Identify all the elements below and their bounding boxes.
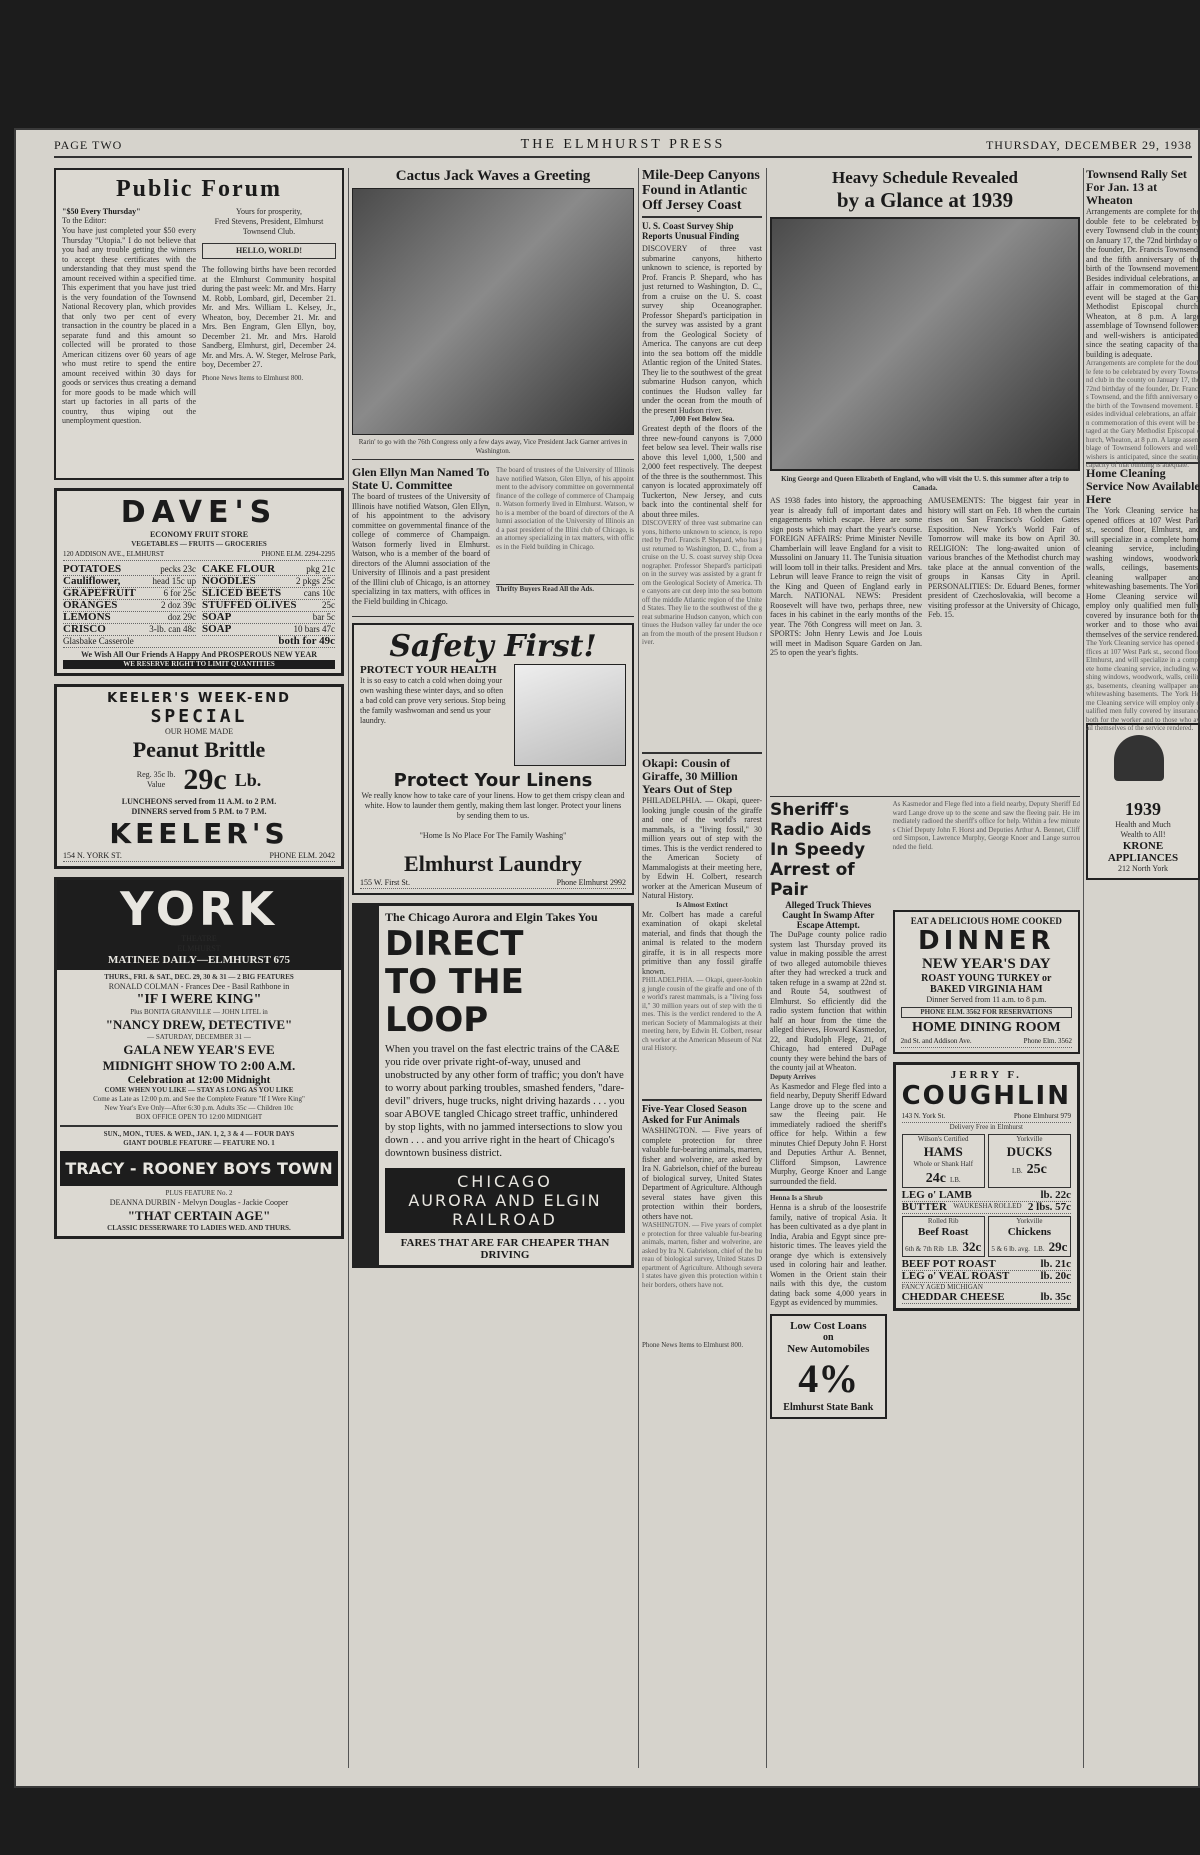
canyons-body-cont: DISCOVERY of three vast submarine canyons, hitherto unknown to science, is reported by Prof. Francis P. Shepard, who has just returned to Washington, D. C., from a cruise on the U. S. coast survey ship Oceanographer. Professor Shepard's participation in the survey was assisted by a grant from the Geological Society of America. The canyons are cut deep into the sea bottom off the middle Atlantic region of the United States. They lie to the southwest of the great submarine Hudson canyon, which continues the Hudson valley far under the ocean from the mouth of the present Hudson river. bbox=[642, 519, 762, 646]
column-1 bbox=[54, 168, 344, 1768]
keeler-value: Value bbox=[146, 780, 166, 789]
column-3 bbox=[642, 168, 762, 1768]
bank-l1: Low Cost Loans bbox=[790, 1319, 867, 1332]
cheese-price: lb. 35c bbox=[1040, 1291, 1071, 1303]
thrifty-note: Thrifty Buyers Read All the Ads. bbox=[496, 584, 634, 594]
coughlin-last: COUGHLIN bbox=[901, 1081, 1071, 1111]
veal-name: LEG o' VEAL ROAST bbox=[901, 1270, 1010, 1282]
laundry-quote: "Home Is No Place For The Family Washing" bbox=[419, 831, 567, 840]
york-film2: "NANCY DREW, DETECTIVE" bbox=[105, 1017, 293, 1032]
keeler-unit: Lb. bbox=[234, 769, 262, 790]
letter-greeting: To the Editor: bbox=[62, 216, 107, 225]
season-footer: Phone News Items to Elmhurst 800. bbox=[642, 1341, 744, 1349]
column-5 bbox=[1086, 168, 1200, 1768]
grocery-item-price: bar 5c bbox=[312, 612, 335, 622]
canyons-sub2: 7,000 Feet Below Sea. bbox=[669, 415, 735, 423]
season-title: Five-Year Closed Season Asked for Fur Animals bbox=[642, 1104, 747, 1126]
grocery-item-price: 25c bbox=[322, 600, 335, 610]
okapi-body-cont: PHILADELPHIA. — Okapi, queer-looking jungle cousin of the giraffe and one of the world's rarest mammals, is a "living fossil," 30 million years out of step with the times. This is the verdict rendered to the American Society of Mammalogists at their meeting here, by Edwin H. Colbert, research worker at the American Museum of Natural History. bbox=[642, 976, 762, 1052]
daves-reserve: WE RESERVE RIGHT TO LIMIT QUANTITIES bbox=[63, 660, 335, 669]
schedule-body: AS 1938 fades into history, the approaching year is already full of important dates and engagements which escape. Here are some sign posts which may chart the year's course. FOREIGN AFFAIRS: Prime Minister Neville Chamberlain will leave England for a visit to Mussolini on January 11. The Tunisia situation will loom toll in their talks. President and Mrs. Lebrun will leave France to reign the visit of the King and Queen of England early in March. NATIONAL NEWS: President Roosevelt will have two, perhaps three, new faces in his cabinet in the early months of the year. The 76th Congress will meet on Jan. 3. SPORTS: John Henry Lewis and Joe Louis will meet in Madison Square Garden on Jan. 25 to open the year's fights. bbox=[770, 496, 922, 657]
grocery-item-price: 3-lb. can 48c bbox=[149, 624, 196, 634]
krone-address: 212 North York bbox=[1117, 864, 1168, 873]
coughlin-delivery: Delivery Free in Elmhurst bbox=[949, 1123, 1023, 1131]
daves-sub2: VEGETABLES — FRUITS — GROCERIES bbox=[131, 540, 267, 548]
townsend-body-cont: Arrangements are complete for the double fete to be celebrated by every Townsend club in the county on January 17, the 72nd birthday of the founder, Dr. Francis Townsend, and the fifth anniversary of the birth of the Townsend movement. Besides individual celebrations, an affair in commemoration of this event will be staged at the Gary Methodist Episcopal church, Wheaton, at 8 p.m. A large assemblage of Townsend followers and well-wishers is anticipated, since the seating capacity of that building is adequate. bbox=[1086, 359, 1200, 469]
keeler-name: KEELER'S bbox=[109, 817, 289, 850]
grocery-item-name: LEMONS bbox=[63, 611, 111, 623]
bell-illustration bbox=[1094, 729, 1192, 799]
york-theatre-ad bbox=[54, 877, 344, 1239]
schedule-caption: King George and Queen Elizabeth of England, who will visit the U. S. this summer after a trip to Canada. bbox=[781, 475, 1069, 492]
daves-name: DAVE'S bbox=[120, 495, 278, 530]
york-plus: PLUS FEATURE No. 2 bbox=[165, 1189, 233, 1197]
butter-name: BUTTER bbox=[901, 1201, 947, 1213]
glen-body: The board of trustees of the University of Illinois have notified Watson, Glen Ellyn, of his appointment to the advisory committee on governmental finance of the college of commerce of Champaign. Watson formerly lived in Elmhurst. Watson, who is a member of the board of directors of the Alumni association of the University of Illinois and a past president of the Illini club of Chicago, is an attorney specializing in tax matters, with offices in the Field building in Chicago. bbox=[352, 492, 490, 606]
laundry-name: Elmhurst Laundry bbox=[404, 851, 582, 876]
york-dates: THURS., FRI. & SAT., DEC. 29, 30 & 31 — 2 BIG FEATURES bbox=[104, 973, 294, 981]
cae-fares: FARES THAT ARE FAR CHEAPER THAN DRIVING bbox=[400, 1237, 610, 1261]
ducks-name: DUCKS bbox=[1006, 1144, 1053, 1159]
keeler-lunch: LUNCHEONS served from 11 A.M. to 2 P.M. bbox=[121, 797, 277, 806]
sheriff-body2: As Kasmedor and Flege fled into a field nearby, Deputy Sheriff Edward Lange drove up to the scene and saw the fleeing pair. He immediately radioed the sheriff's office for help. Within a few minutes Chief Deputy John F. Horst and Deputies Arthur A. Bennet, Clifford Simpson, Lawrence Murphy, George Knoer and Lange surrounded the field. bbox=[770, 1081, 887, 1186]
york-prices: New Year's Eve Only—After 6:30 p.m. Adults 35c — Children 10c bbox=[104, 1104, 294, 1112]
canyons-body2: Greatest depth of the floors of the three new-found canyons is 7,000 feet below sea level. Their walls rise above this level 1,000, 1,500 and 2,000 feet respectively. The deepest of the three is the southernmost. This canyon is located approximately off Tuckerton, New Jersey, and cuts back into the continental shelf for about three miles. bbox=[642, 424, 762, 519]
grocery-item-price: doz 29c bbox=[167, 612, 196, 622]
keeler-dinner: DINNERS served from 5 P.M. to 7 P.M. bbox=[131, 807, 267, 816]
laundry-body2: We really know how to take care of your linens. How to get them crispy clean and white. How to launder them gently, making them last longer. Protect your linens by sending them to us. bbox=[361, 791, 625, 820]
coughlin-ad bbox=[893, 1062, 1080, 1311]
daves-sub: ECONOMY FRUIT STORE bbox=[149, 530, 249, 539]
keeler-price: 29c bbox=[183, 763, 227, 796]
okapi-body: PHILADELPHIA. — Okapi, queer-looking jungle cousin of the giraffe and one of the world's rarest mammals, is a "living fossil," 30 million years out of step with the times. This is the verdict rendered to the American Society of Mammalogists at their meeting here, by Edwin H. Colbert, research worker at the American Museum of Natural History. bbox=[642, 796, 762, 900]
dinner-day: NEW YEAR'S DAY bbox=[921, 956, 1051, 972]
bank-l2: on bbox=[823, 1331, 834, 1343]
laundry-phone: Phone Elmhurst 2992 bbox=[556, 878, 626, 887]
daves-phone: PHONE ELM. 2294-2295 bbox=[261, 550, 335, 558]
york-late: Come as Late as 12:00 p.m. and See the Complete Feature "If I Were King" bbox=[93, 1095, 305, 1103]
chick-name: Chickens bbox=[1007, 1226, 1052, 1238]
hams-unit: LB. bbox=[949, 1176, 961, 1184]
krone-name: KRONE APPLIANCES bbox=[1107, 840, 1179, 864]
garner-photo bbox=[352, 188, 634, 435]
dinner-served: Dinner Served from 11 a.m. to 8 p.m. bbox=[926, 995, 1047, 1004]
hams-note: Whole or Shank Half bbox=[913, 1160, 974, 1168]
york-cast4: DEANNA DURBIN - Melvyn Douglas - Jackie Cooper bbox=[109, 1198, 289, 1207]
chick-note: 5 & 6 lb. avg. bbox=[991, 1245, 1030, 1253]
cae-railroad-ad bbox=[352, 903, 634, 1268]
schedule-title1: Heavy Schedule Revealed bbox=[831, 168, 1019, 187]
ducks-price: 25c bbox=[1026, 1162, 1047, 1177]
grocery-item-name: SLICED BEETS bbox=[202, 587, 282, 599]
beef-label: Rolled Rib bbox=[927, 1217, 959, 1225]
york-film1: "IF I WERE KING" bbox=[136, 992, 262, 1007]
schedule-title2: by a Glance at 1939 bbox=[836, 188, 1014, 212]
hams-name: HAMS bbox=[923, 1144, 963, 1159]
glasbake-label: Glasbake Casserole bbox=[63, 636, 134, 646]
cae-direct: DIRECT bbox=[385, 924, 524, 964]
forum-title: Public Forum bbox=[116, 176, 282, 202]
laundry-linens: Protect Your Linens bbox=[393, 770, 593, 791]
glen-title: Glen Ellyn Man Named To State U. Committee bbox=[352, 465, 490, 492]
grocery-item-price: pecks 23c bbox=[160, 564, 196, 574]
dinner-ad bbox=[893, 910, 1080, 1054]
masthead bbox=[54, 136, 1192, 158]
york-sat: — SATURDAY, DECEMBER 31 — bbox=[147, 1033, 251, 1041]
lamb-price: lb. 22c bbox=[1040, 1189, 1071, 1201]
cae-body: When you travel on the fast electric trains of the CA&E you ride over private right-of-way, unused and unobstructed by any other form of traffic; you don't have to worry about parking troubles, smashed fenders, "dare-devil" drivers, huge trucks, night driving hazards . . . you soar ABOVE tangled Chicago street traffic, unhindered by stop lights, with no jammed intersections to slow you down . . . and you arrive right in the heart of Chicago's downtown business district. bbox=[385, 1044, 625, 1159]
pot-price: lb. 21c bbox=[1040, 1258, 1071, 1270]
daves-items-left bbox=[63, 564, 196, 636]
beef-unit: LB. bbox=[947, 1245, 959, 1253]
chick-price: 29c bbox=[1048, 1239, 1068, 1254]
york-box: BOX OFFICE OPEN TO 12:00 MIDNIGHT bbox=[135, 1113, 263, 1121]
dinner-eat: EAT A DELICIOUS HOME COOKED bbox=[910, 916, 1062, 926]
glen-body-cont: The board of trustees of the University of Illinois have notified Watson, Glen Ellyn, of his appointment to the advisory committee on governmental finance of the college of commerce of Champaign. Watson formerly lived in Elmhurst. Watson, who is a member of the board of directors of the Alumni association of the University of Illinois and a past president of the Illini club of Chicago, is an attorney specializing in tax matters, with offices in the Field building in Chicago. bbox=[496, 466, 634, 551]
woman-illustration bbox=[514, 664, 626, 766]
york-matinee: MATINEE DAILY—ELMHURST 675 bbox=[108, 954, 290, 966]
letter-title: "$50 Every Thursday" bbox=[62, 207, 141, 216]
bank-ad bbox=[770, 1314, 887, 1419]
paper-name: THE ELMHURST PRESS bbox=[520, 137, 726, 152]
canyons-title: Mile-Deep Canyons Found in Atlantic Off Jersey Coast bbox=[642, 168, 760, 213]
krone-l2: Wealth to All! bbox=[1120, 830, 1166, 839]
grocery-item bbox=[63, 624, 196, 636]
cactus-caption: Rarin' to go with the 76th Congress only a few days away, Vice President Jack Garner arrives in Washington. bbox=[358, 438, 628, 455]
grocery-item-name: Cauliflower, bbox=[63, 575, 121, 587]
dinner-phone: PHONE ELM. 3562 FOR RESERVATIONS bbox=[901, 1007, 1072, 1018]
coughlin-phone: Phone Elmhurst 979 bbox=[1013, 1112, 1071, 1120]
sheriff-sub2: Deputy Arrives bbox=[770, 1072, 816, 1081]
season-body-cont: WASHINGTON. — Five years of complete protection for three valuable fur-bearing animals, marten, fisher and wolverine, are asked by Ira N. Gabrielson, chief of the bureau of biological survey, United States Department of Agriculture. Although several states have given this protection within their borders, others have not. bbox=[642, 1221, 762, 1289]
grocery-item-name: POTATOES bbox=[63, 563, 122, 575]
season-body: WASHINGTON. — Five years of complete protection for three valuable fur-bearing animals, marten, fisher and wolverine, are asked by Ira N. Gabrielson, chief of the bureau of biological survey, United States Department of Agriculture. Although several states have given this protection within their borders, others have not. bbox=[642, 1126, 763, 1221]
sheriff-title: Sheriff's Radio Aids In Speedy Arrest of Pair bbox=[770, 800, 872, 900]
townsend-title: Townsend Rally Set For Jan. 13 at Wheaton bbox=[1086, 167, 1187, 207]
sheriff-body: The DuPage county police radio system last Thursday proved its value in making possible the arrest of two alleged automobile thieves after they had wrecked a truck and taken refuge in a swamp at 22nd st. and Route 54, southwest of Elmhurst. So efficiently did the radio system function that within half an hour from the time the alleged thieves, Howard Kasmedor, 22, and Rudolph Flege, 21, of Chicago, had entered DuPage county they were behind the bars of the county jail at Wheaton. bbox=[770, 930, 887, 1072]
sheriff-body-cont: As Kasmedor and Flege fled into a field nearby, Deputy Sheriff Edward Lange drove up to the scene and saw the fleeing pair. He immediately radioed the sheriff's office for help. Within a few minutes Chief Deputy John F. Horst and Deputies Arthur A. Bennet, Clifford Simpson, Lawrence Murphy, George Knoer and Lange surrounded the field. bbox=[892, 800, 1080, 851]
veal-price: lb. 20c bbox=[1040, 1270, 1071, 1282]
letter-signer: Fred Stevens, President, Elmhurst Townsend Club. bbox=[214, 217, 324, 236]
grocery-item-name: STUFFED OLIVES bbox=[202, 599, 297, 611]
canyons-sub: U. S. Coast Survey Ship Reports Unusual Finding bbox=[642, 221, 740, 241]
grocery-item-price: 2 doz 39c bbox=[161, 600, 196, 610]
daves-address: 120 ADDISON AVE., ELMHURST bbox=[63, 550, 165, 558]
dinner-address: 2nd St. and Addison Ave. bbox=[900, 1037, 972, 1045]
public-forum bbox=[54, 168, 344, 480]
bank-name: Elmhurst State Bank bbox=[783, 1401, 874, 1413]
keeler-reg: Reg. 35c lb. bbox=[136, 770, 176, 779]
hello-world-body: The following births have been recorded at the Elmhurst Community hospital during the past week: Mr. and Mrs. Harry M. Robb, Lombard, girl, December 21. Mr. and Mrs. William L. Kelsey, Jr., Wheaton, boy, December 21. Mr. and Mrs. Ben Engram, Glen Ellyn, boy, December 21. Mr. and Mrs. Harold Sandberg, Elmhurst, girl, December 24. Mr. and Mrs. A. W. Steger, Melrose Park, boy, December 27. bbox=[202, 265, 336, 369]
sheriff-sub: Alleged Truck Thieves Caught In Swamp After Escape Attempt. bbox=[782, 900, 875, 930]
ducks-unit: LB. bbox=[1011, 1167, 1023, 1175]
hello-world-title: HELLO, WORLD! bbox=[202, 243, 336, 259]
schedule-story bbox=[770, 168, 1080, 213]
keeler-head: KEELER'S WEEK-END bbox=[107, 691, 291, 706]
keeler-address: 154 N. YORK ST. bbox=[63, 851, 122, 860]
ducks-label: Yorkville bbox=[1016, 1135, 1043, 1143]
york-theatre: THEATRE bbox=[181, 934, 217, 943]
cae-name2: AURORA AND ELGIN bbox=[408, 1191, 602, 1210]
grocery-item-name: GRAPEFRUIT bbox=[63, 587, 136, 599]
issue-date: THURSDAY, DECEMBER 29, 1938 bbox=[985, 138, 1192, 152]
newspaper-page bbox=[14, 128, 1200, 1788]
keelers-ad bbox=[54, 684, 344, 869]
canyons-body: DISCOVERY of three vast submarine canyons, hitherto unknown to science, is reported by Prof. Francis P. Shepard, who has just returned to Washington, D. C., from a cruise on the U. S. coast survey ship Oceanographer. Professor Shepard's participation in the survey was assisted by a grant from the Geological Society of America. The canyons are cut deep into the sea bottom off the middle Atlantic region of the United States. They lie to the southwest of the great submarine Hudson canyon, which continues the Hudson valley far under the ocean from the mouth of the present Hudson river. bbox=[642, 244, 762, 415]
grocery-item-price: cans 10c bbox=[303, 588, 335, 598]
dinner-roast: ROAST YOUNG TURKEY or bbox=[921, 973, 1052, 984]
cae-intro: The Chicago Aurora and Elgin Takes You bbox=[385, 910, 598, 924]
grocery-item-price: pkg 21c bbox=[306, 564, 335, 574]
york-film4: "THAT CERTAIN AGE" bbox=[127, 1208, 271, 1223]
cleaning-title: Home Cleaning Service Now Available Here bbox=[1086, 466, 1200, 506]
beef-note: 6th & 7th Rib bbox=[905, 1245, 944, 1253]
laundry-ad bbox=[352, 623, 634, 895]
bank-rate: 4% bbox=[798, 1355, 859, 1401]
grocery-item-name: ORANGES bbox=[63, 599, 118, 611]
cae-logo bbox=[385, 1168, 625, 1233]
schedule-body2: AMUSEMENTS: The biggest fair year in history will start on Feb. 18 when the curtain rises on San Francisco's Golden Gates Exposition. New York's World Fair of Tomorrow will make its bow on April 30. RELIGION: The long-awaited union of various branches of the Methodist church may take place at the annual convention of the groups in Kansas City in April. PERSONALITIES: Dr. Eduard Benes, former president of Czechoslovakia, will become a visiting professor at the University of Chicago, Feb. 15. bbox=[928, 496, 1080, 619]
york-cast2: Plus BONITA GRANVILLE — JOHN LITEL in bbox=[130, 1008, 268, 1016]
krone-l1: Health and Much bbox=[1115, 820, 1171, 829]
henna-title: Henna Is a Shrub bbox=[770, 1194, 823, 1202]
cleaning-body: The York Cleaning service has opened offices at 107 West Park st., second floor, Elmhurst, and will specialize in a complete home cleaning service, including washing windows, woodwork, walls, ceilings, basements, cleaning wallpaper and whitewashing basements. The York Home Cleaning service will employ only qualified men fully covered by insurance both for the worker and to those who avail themselves of the service rendered. bbox=[1086, 506, 1200, 639]
laundry-safety: Safety First! bbox=[389, 629, 597, 664]
york-city: ELMHURST bbox=[177, 944, 221, 953]
townsend-body: Arrangements are complete for the double fete to be celebrated by every Townsend club in the county on January 17, the 72nd birthday of the founder, Dr. Francis Townsend, and the fifth anniversary of the birth of the Townsend movement. Besides individual celebrations, an affair in commemoration of this event will be staged at the Gary Methodist Episcopal church, Wheaton, at 8 p.m. A large assemblage of Townsend followers and well-wishers is anticipated, since the seating capacity of that building is adequate. bbox=[1086, 207, 1200, 359]
hello-footer: Phone News Items to Elmhurst 800. bbox=[202, 373, 304, 382]
cae-name3: RAILROAD bbox=[452, 1210, 558, 1229]
york-film3: TRACY - ROONEY BOYS TOWN bbox=[60, 1151, 338, 1186]
cleaning-body-cont: The York Cleaning service has opened offices at 107 West Park st., second floor, Elmhurst, and will specialize in a complete home cleaning service, including washing windows, woodwork, walls, ceilings, basements, cleaning wallpaper and whitewashing basements. The York Home Cleaning service will employ only qualified men fully covered by insurance both for the worker and to those who avail themselves of the service rendered. bbox=[1086, 639, 1200, 732]
york-come: COME WHEN YOU LIKE — STAY AS LONG AS YOU LIKE bbox=[104, 1086, 294, 1094]
daves-items-right bbox=[202, 564, 335, 636]
cheese-name: CHEDDAR CHEESE bbox=[901, 1291, 1005, 1303]
beef-price: 32c bbox=[962, 1239, 982, 1254]
grocery-item-name: CRISCO bbox=[63, 623, 106, 635]
keeler-phone: PHONE ELM. 2042 bbox=[269, 851, 335, 860]
daves-ad bbox=[54, 488, 344, 676]
chick-unit: LB. bbox=[1033, 1245, 1045, 1253]
york-celebration: Celebration at 12:00 Midnight bbox=[127, 1074, 271, 1086]
dinner-name: HOME DINING ROOM bbox=[912, 1020, 1061, 1035]
daves-greeting: We Wish All Our Friends A Happy And PROSPEROUS NEW YEAR bbox=[80, 650, 318, 659]
letter-signoff: Yours for prosperity, bbox=[236, 207, 302, 216]
laundry-body1: It is so easy to catch a cold when doing your own washing these winter days, and so often a bad cold can prove very serious. Stop being the family washwoman and send us your laundry. bbox=[360, 676, 506, 725]
beef-name: Beef Roast bbox=[917, 1226, 969, 1238]
keeler-item: Peanut Brittle bbox=[132, 737, 266, 762]
hams-price: 24c bbox=[925, 1171, 946, 1186]
letter-body: You have just completed your $50 every Thursday "Utopia." I do not believe that you had any trouble getting the winners to accept these certificates with the understanding that they must spend the amount received within a specified time. This experiment that you have just tried is the very foundation of the Townsend National Recovery plan, which provides that only two per cent of every transaction in the country be placed in a separate fund and this amount so collected will be prorated to those American citizens over 60 years of age who must retire to spend the entire amount received within 30 days for goods or services thus creating a demand for more goods to be made which will start up factories in all parts of the country, thus wiping out the unemployment question. bbox=[62, 226, 196, 425]
glasbake-price: both for 49c bbox=[278, 635, 335, 647]
cheese-label: FANCY AGED MICHIGAN bbox=[901, 1283, 983, 1291]
bank-l3: New Automobiles bbox=[787, 1342, 870, 1355]
butter-price: 2 lbs. 57c bbox=[1027, 1201, 1071, 1213]
keeler-home: OUR HOME MADE bbox=[165, 727, 233, 736]
krone-ad bbox=[1086, 723, 1200, 880]
cae-loop: TO THE LOOP bbox=[385, 962, 524, 1040]
chick-label: Yorkville bbox=[1016, 1217, 1043, 1225]
glen-ellyn-story bbox=[352, 466, 634, 617]
page-number: PAGE TWO bbox=[54, 138, 123, 152]
coughlin-first: JERRY F. bbox=[950, 1069, 1022, 1081]
york-name: YORK bbox=[120, 882, 278, 936]
grocery-item-name: NOODLES bbox=[202, 575, 256, 587]
york-classic: CLASSIC DESSERWARE TO LADIES WED. AND THURS. bbox=[107, 1224, 291, 1232]
grocery-item-price: 10 bars 47c bbox=[293, 624, 335, 634]
okapi-sub: Is Almost Extinct bbox=[676, 900, 728, 909]
york-midnight: MIDNIGHT SHOW TO 2:00 A.M. bbox=[102, 1058, 296, 1073]
laundry-address: 155 W. First St. bbox=[360, 878, 411, 887]
dinner-ham: BAKED VIRGINIA HAM bbox=[929, 984, 1043, 995]
coughlin-address: 143 N. York St. bbox=[901, 1112, 946, 1120]
grocery-item-price: head 15c up bbox=[152, 576, 196, 586]
york-sun: SUN., MON., TUES. & WED., JAN. 1, 2, 3 & 4 — FOUR DAYS bbox=[103, 1130, 295, 1138]
column-2 bbox=[352, 168, 634, 1768]
grocery-item-price: 6 for 25c bbox=[163, 588, 196, 598]
pot-name: BEEF POT ROAST bbox=[901, 1258, 996, 1270]
hams-label: Wilson's Certified bbox=[917, 1135, 969, 1143]
butter-note: WAUKESHA ROLLED bbox=[953, 1202, 1022, 1210]
henna-body: Henna is a shrub of the loosestrife family, native of tropical Asia. It has been cultivated as a dye plant in India, Arabia and Egypt since pre-historic times. The leaves yield the orange dye which is extensively used in coloring hair and leather. Women in the Orient stain their nails with this dye, the custom dating back some 4,000 years in Egypt as evidenced by mummies. bbox=[770, 1203, 887, 1307]
dinner-title: DINNER bbox=[918, 926, 1055, 956]
york-gala: GALA NEW YEAR'S EVE bbox=[123, 1042, 275, 1057]
york-cast1: RONALD COLMAN - Frances Dee - Basil Rathbone in bbox=[108, 982, 290, 991]
okapi-body2: Mr. Colbert has made a careful examination of okapi skeletal material, and finds that though the animal is related to the modern giraffe, it is in all respects more primitive than any fossil giraffe known. bbox=[642, 909, 762, 976]
okapi-title: Okapi: Cousin of Giraffe, 30 Million Years Out of Step bbox=[642, 756, 738, 796]
cactus-title: Cactus Jack Waves a Greeting bbox=[395, 168, 591, 184]
york-giant: GIANT DOUBLE FEATURE — FEATURE NO. 1 bbox=[123, 1139, 275, 1147]
lamb-name: LEG o' LAMB bbox=[901, 1189, 972, 1201]
grocery-item-name: CAKE FLOUR bbox=[202, 563, 276, 575]
column-4 bbox=[770, 168, 1080, 1768]
cactus-jack bbox=[352, 168, 634, 460]
grocery-item-name: SOAP bbox=[202, 623, 232, 635]
cae-name1: CHICAGO bbox=[457, 1172, 553, 1191]
grocery-item-price: 2 pkgs 25c bbox=[296, 576, 335, 586]
royals-photo bbox=[770, 217, 1080, 471]
keeler-special: SPECIAL bbox=[150, 706, 248, 727]
krone-year: 1939 bbox=[1125, 799, 1161, 819]
dinner-phone2: Phone Elm. 3562 bbox=[1023, 1037, 1072, 1045]
laundry-protect: PROTECT YOUR HEALTH bbox=[360, 664, 497, 676]
grocery-item-name: SOAP bbox=[202, 611, 232, 623]
